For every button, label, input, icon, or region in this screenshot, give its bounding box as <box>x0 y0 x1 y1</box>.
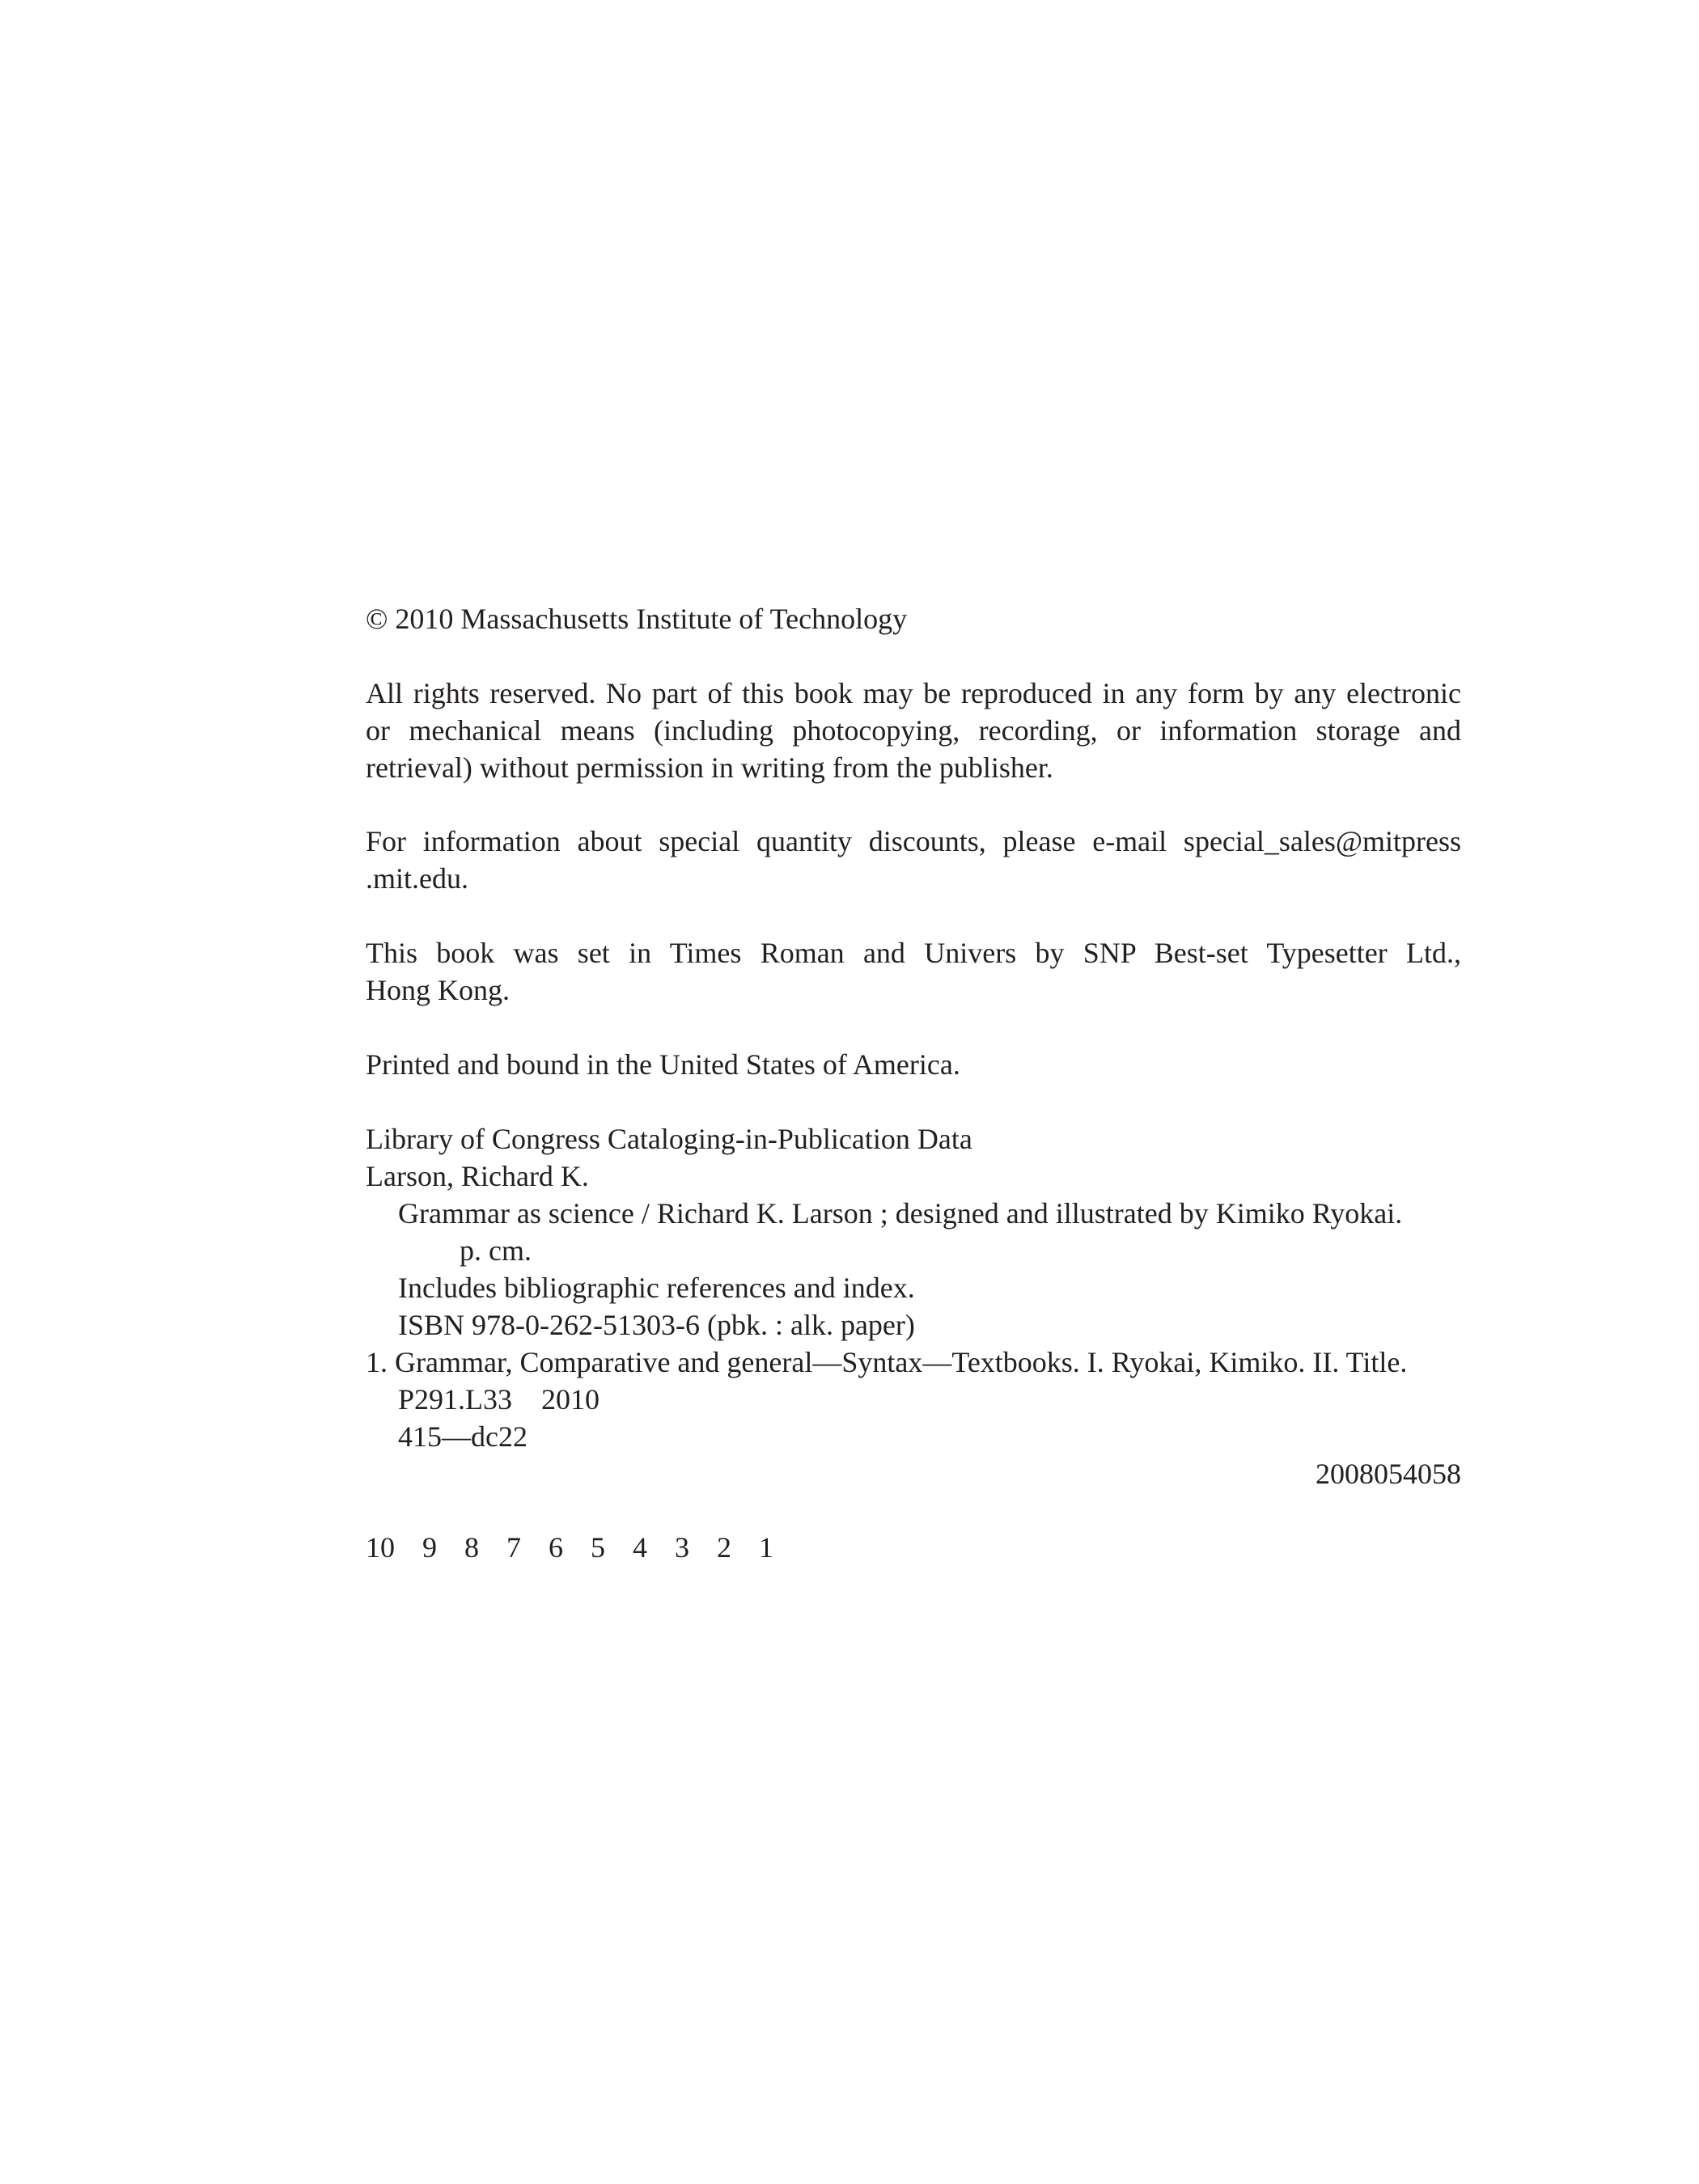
rights-line-2: or mechanical means (including photocopying, recording, or information storage and <box>366 714 1461 747</box>
printing-numbers <box>366 1529 1461 1566</box>
sales-info-paragraph <box>366 823 1461 897</box>
cip-author: Larson, Richard K. <box>366 1160 589 1192</box>
printed-line: Printed and bound in the United States of America. <box>366 1048 960 1081</box>
printing-numbers-line: 10 9 8 7 6 5 4 3 2 1 <box>366 1531 773 1564</box>
cip-heading: Library of Congress Cataloging-in-Publication Data <box>366 1123 972 1155</box>
cip-subjects: 1. Grammar, Comparative and general—Syntax—Textbooks. I. Ryokai, Kimiko. II. Title. <box>366 1346 1408 1378</box>
sales-info-line-1: For information about special quantity discounts, please e-mail special_sales@mitpress <box>366 825 1461 857</box>
printed-statement <box>366 1046 1461 1083</box>
cip-title-line: Grammar as science / Richard K. Larson ; designed and illustrated by Kimiko Ryokai. <box>398 1197 1403 1230</box>
cip-notes: Includes bibliographic references and index. <box>398 1272 915 1304</box>
cip-isbn: ISBN 978-0-262-51303-6 (pbk. : alk. paper) <box>398 1309 915 1341</box>
rights-reserved-paragraph <box>366 675 1461 786</box>
cip-lc-class: P291.L33 2010 <box>398 1383 600 1416</box>
rights-line-1: All rights reserved. No part of this book may be reproduced in any form by any electronic <box>366 677 1461 709</box>
sales-info-line-2: .mit.edu. <box>366 862 468 895</box>
typesetting-paragraph <box>366 934 1461 1009</box>
typesetting-line-1: This book was set in Times Roman and Univers by SNP Best-set Typesetter Ltd., <box>366 937 1461 969</box>
cip-data-block <box>366 1120 1461 1492</box>
rights-line-3: retrieval) without permission in writing from the publisher. <box>366 751 1053 784</box>
cip-physical-description: p. cm. <box>460 1234 532 1267</box>
cip-dewey: 415—dc22 <box>398 1420 527 1453</box>
copyright-line: © 2010 Massachusetts Institute of Technology <box>366 603 908 635</box>
cip-lccn: 2008054058 <box>1316 1458 1461 1490</box>
copyright-notice <box>366 600 1461 637</box>
typesetting-line-2: Hong Kong. <box>366 974 510 1006</box>
